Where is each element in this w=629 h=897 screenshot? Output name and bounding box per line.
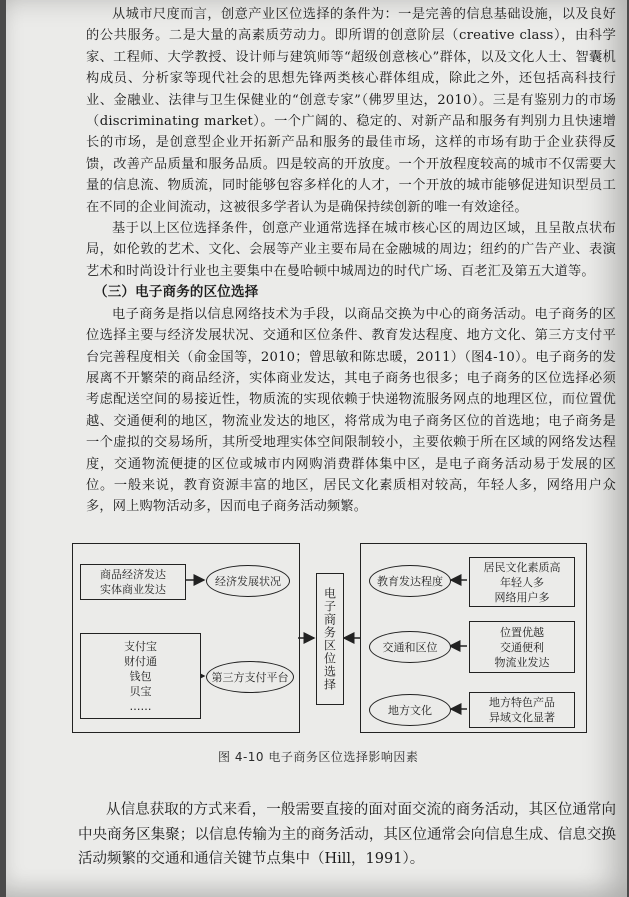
paragraph-1: 从城市尺度而言，创意产业区位选择的条件为：一是完善的信息基础设施，以及良好的公共服务。二是大量的高素质劳动力。即所谓的创意阶层（creative class），由科学家、工程师、大学教授、设计师与建筑师等“超级创意核心”群体，以及文化人士、智囊机构成员、分析家等现代社会的思想先锋两类核心群体组成，除此之外，还包括高科技行业、金融业、法律与卫生保健业的“创意专家”（佛罗里达，2010）。三是有鉴别力的市场（discriminating market）。一个广阔的、稳定的、对新产品和服务有判别力且快速增长的市场，是创意型企业开拓新产品和服务的最佳市场，这样的市场有助于企业获得反馈，改善产品质量和服务品质。四是较高的开放度。一个开放程度较高的城市不仅需要大量的信息流、物质流，同时能够包容多样化的人才，一个开放的城市能够促进知识型员工在不同的企业间流动，这被很多学者认为是确保持续创新的唯一有效途径。	[86, 7, 616, 215]
young-people-label: 年轻人多	[500, 575, 544, 589]
transport-ellipse	[369, 631, 451, 663]
paragraph-2: 基于以上区位选择条件，创意产业通常选择在城市核心区的周边区域，且呈散点状布局，如伦敦的艺术、文化、会展等产业主要布局在金融城的周边；纽约的广告产业、表演艺术和时尚设计行业也主要集中在曼哈顿中城周边的时代广场、百老汇及第五大道等。	[86, 221, 616, 279]
ellipsis-label: ……	[129, 699, 152, 713]
lower-text	[78, 798, 616, 872]
figure-4-10	[72, 543, 592, 737]
tenpay-label: 财付通	[124, 654, 157, 668]
paragraph-4: 从信息获取的方式来看，一般需要直接的面对面交流的商务活动，其区位通常向中央商务区集聚；以信息传输为主的商务活动，其区位通常会向信息生成、信息交换活动频繁的交通和通信关键节点集中（Hill，1991）。	[78, 802, 616, 867]
paypal-label: 贝宝	[129, 684, 152, 698]
upper-text	[86, 4, 616, 518]
exotic-culture-label: 异域文化显著	[489, 711, 555, 724]
superior-location-label: 位置优越	[500, 625, 544, 639]
paragraph-3: 电子商务是指以信息网络技术为手段，以商品交换为中心的商务活动。电子商务的区位选择主要与经济发展状况、交通和区位条件、教育发达程度、地方文化、第三方支付平台完善程度相关（俞金国等，2010；曾思敏和陈忠暖，2011）（图4-10）。电子商务的发展离不开繁荣的商品经济，实体商业发达，其电子商务也很多；电子商务的区位选择必须考虑配送空间的易接近性，物质流的实现依赖于快递物流服务网点的地理区位，而位置优越、交通便利的地区，物流业发达的地区，将常成为电子商务区位的首选地；电子商务是一个虚拟的交易场所，其所受地理实体空间限制较小，主要依赖于所在区域的网络发达程度，交通物流便捷的区位或城市内网购消费群体集中区，是电子商务活动易于发展的区位。一般来说，教育资源丰富的地区，居民文化素质相对较高，年轻人多，网络用户众多，网上购物活动多，因而电子商务活动频繁。	[86, 306, 616, 515]
culture-detail-box	[469, 692, 575, 728]
transport-detail-box	[469, 621, 575, 673]
resident-quality-label: 居民文化素质高	[483, 560, 561, 574]
local-culture-ellipse	[369, 694, 451, 726]
ecommerce-location-box	[316, 573, 344, 705]
economy-status-label: 经济发展状况	[215, 575, 281, 588]
alipay-label: 支付宝	[124, 639, 157, 653]
figure-caption: 图 4-10 电子商务区位选择影响因素	[218, 750, 419, 764]
ecommerce-location-label: 电子商务区位选择	[322, 587, 337, 691]
education-label: 教育发达程度	[377, 575, 443, 588]
local-culture-label: 地方文化	[388, 704, 432, 717]
commodity-economy-label: 商品经济发达	[100, 568, 166, 581]
wallet-label: 钱包	[129, 669, 152, 683]
transport-label: 交通和区位	[382, 641, 438, 654]
internet-users-label: 网络用户多	[494, 590, 550, 604]
economy-status-ellipse	[206, 565, 290, 597]
third-party-payment-ellipse	[206, 661, 294, 693]
book-page	[6, 0, 627, 897]
physical-commerce-label: 实体商业发达	[100, 583, 166, 596]
convenient-transport-label: 交通便利	[500, 640, 544, 654]
logistics-label: 物流业发达	[494, 655, 550, 669]
commodity-economy-box	[80, 564, 186, 600]
education-ellipse	[369, 565, 451, 597]
third-party-payment-label: 第三方支付平台	[211, 671, 289, 684]
local-products-label: 地方特色产品	[489, 696, 555, 709]
section-heading: （三）电子商务的区位选择	[94, 284, 259, 301]
payment-providers-box	[80, 633, 201, 719]
education-detail-box	[469, 557, 575, 607]
